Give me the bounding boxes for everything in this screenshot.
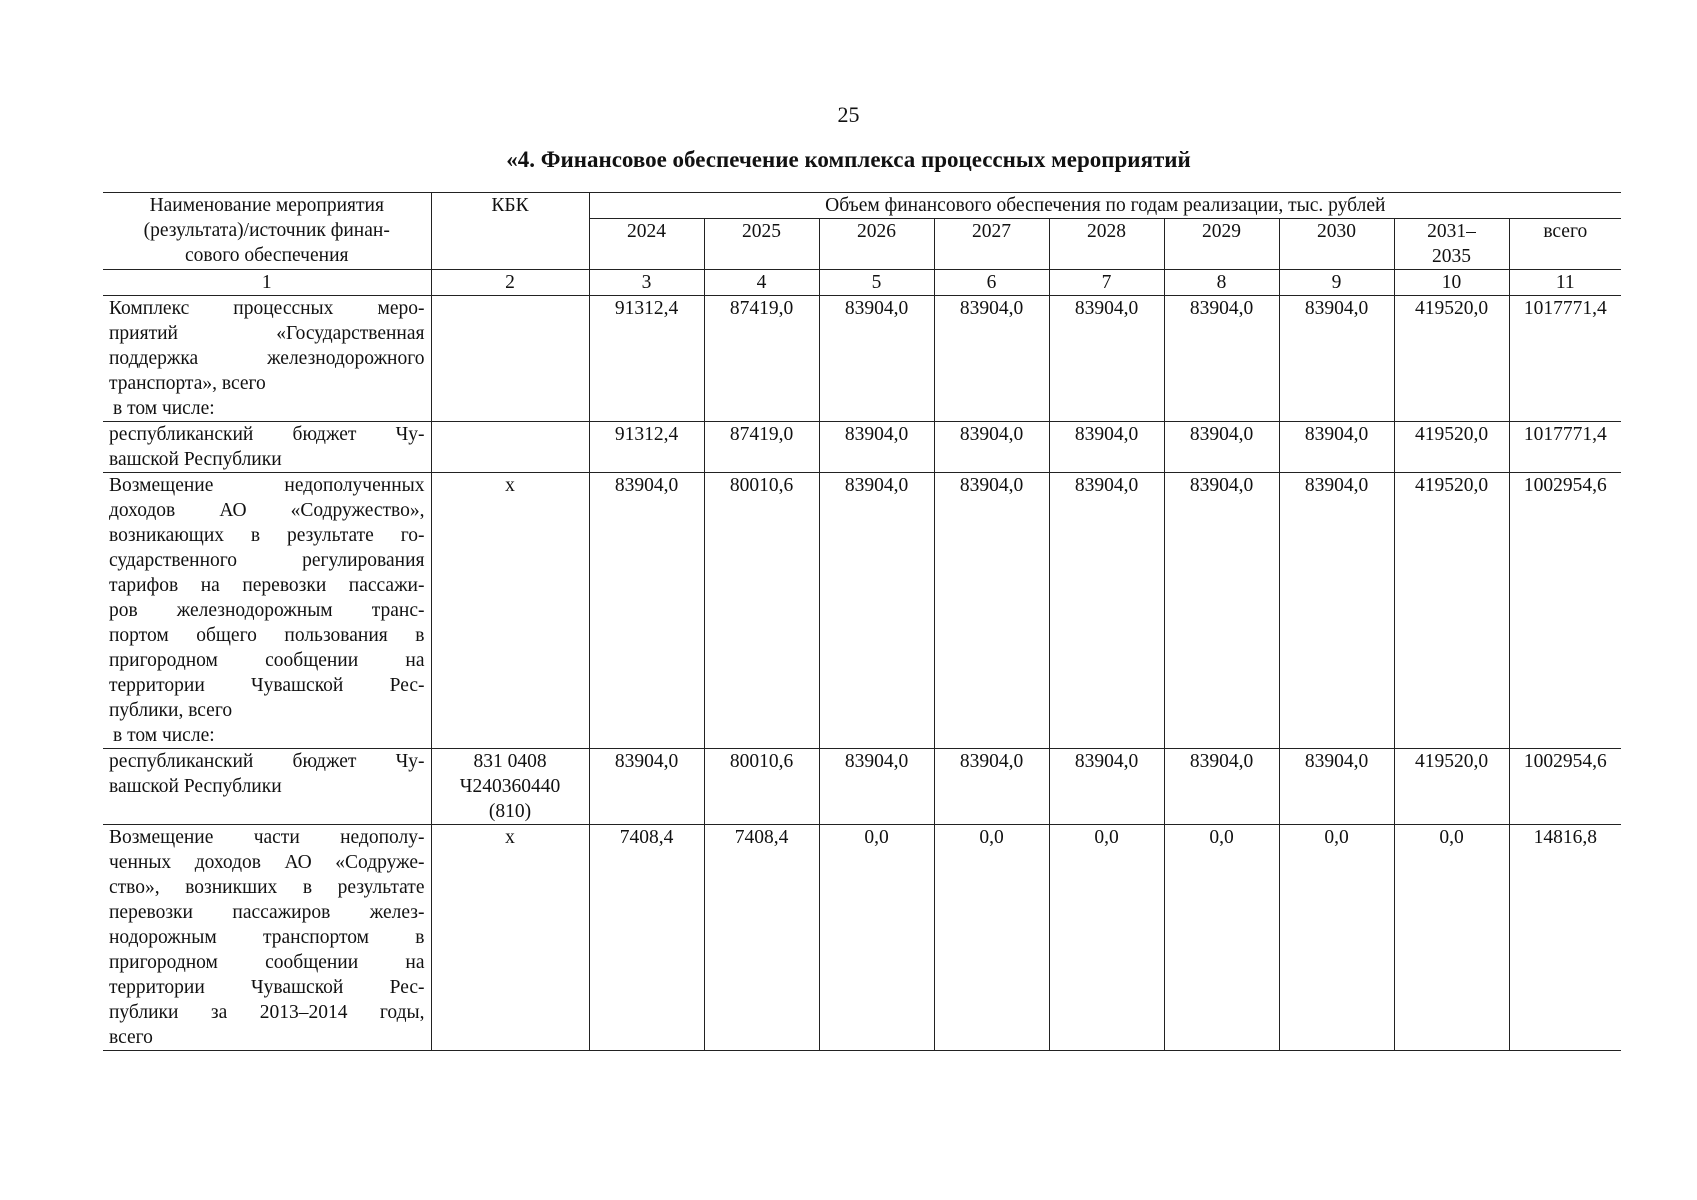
header-year: 2030: [1279, 219, 1394, 270]
column-number: 10: [1394, 270, 1509, 296]
row-value-cell: 83904,0: [1279, 473, 1394, 749]
row-value-cell: 83904,0: [589, 473, 704, 749]
row-name-line: вашской Республики: [109, 449, 282, 470]
table-body: [103, 296, 1621, 1051]
column-number: 9: [1279, 270, 1394, 296]
header-year-range: [1394, 219, 1509, 270]
column-number: 2: [431, 270, 589, 296]
row-name-line: тарифов на перевозки пассажи-: [109, 575, 425, 596]
row-value-cell: 83904,0: [934, 473, 1049, 749]
header-year-range-start: 2031–: [1427, 221, 1476, 242]
row-value-cell: 83904,0: [1164, 473, 1279, 749]
row-kbk-line: х: [505, 827, 515, 848]
row-total-cell: 1017771,4: [1509, 296, 1621, 422]
header-name-line: (результата)/источник финан-: [143, 220, 390, 241]
row-name-line: доходов АО «Содружество»,: [109, 500, 425, 521]
row-value-cell: 0,0: [819, 825, 934, 1051]
table-row: [103, 473, 1621, 749]
row-name-line: ров железнодорожным транс-: [109, 600, 425, 621]
row-value-cell: 0,0: [1049, 825, 1164, 1051]
header-total: всего: [1509, 219, 1621, 270]
row-total-cell: 1002954,6: [1509, 473, 1621, 749]
row-name-line: ство», возникших в результате: [109, 877, 425, 898]
row-value-cell: 0,0: [1394, 825, 1509, 1051]
row-name-line: публики, всего: [109, 700, 233, 721]
row-value-cell: 83904,0: [1279, 749, 1394, 825]
row-value-cell: 83904,0: [1049, 749, 1164, 825]
row-value-cell: 83904,0: [1164, 749, 1279, 825]
row-kbk-line: 831 0408: [473, 751, 547, 772]
column-number: 8: [1164, 270, 1279, 296]
row-name-line: территории Чувашской Рес-: [109, 675, 425, 696]
row-name-line: сударственного регулирования: [109, 550, 425, 571]
row-value-cell: 83904,0: [934, 749, 1049, 825]
row-name-line: Возмещение части недополу-: [109, 827, 425, 848]
header-year: 2026: [819, 219, 934, 270]
row-value-cell: 419520,0: [1394, 422, 1509, 473]
row-value-cell: 83904,0: [1279, 422, 1394, 473]
row-value-cell: 80010,6: [704, 473, 819, 749]
page-title: «4. Финансовое обеспечение комплекса процессных мероприятий: [506, 147, 1191, 172]
row-value-cell: 0,0: [934, 825, 1049, 1051]
row-name-line: публики за 2013–2014 годы,: [109, 1002, 425, 1023]
header-year: 2025: [704, 219, 819, 270]
row-value-cell: 87419,0: [704, 296, 819, 422]
table-row: [103, 749, 1621, 825]
row-value-cell: 91312,4: [589, 296, 704, 422]
row-value-cell: 419520,0: [1394, 473, 1509, 749]
row-value-cell: 7408,4: [589, 825, 704, 1051]
row-name-line: транспорта», всего: [109, 373, 266, 394]
row-name-line: приятий «Государственная: [109, 323, 425, 344]
column-number: 5: [819, 270, 934, 296]
row-value-cell: 83904,0: [1164, 296, 1279, 422]
row-value-cell: 87419,0: [704, 422, 819, 473]
row-name-line: пригородном сообщении на: [109, 650, 425, 671]
row-kbk-line: х: [505, 475, 515, 496]
row-total-cell: 14816,8: [1509, 825, 1621, 1051]
row-total-cell: 1017771,4: [1509, 422, 1621, 473]
row-value-cell: 0,0: [1164, 825, 1279, 1051]
header-year-range-end: 2035: [1432, 246, 1471, 267]
column-number: 11: [1509, 270, 1621, 296]
row-sub-label: в том числе:: [113, 725, 215, 746]
page-number: 25: [837, 102, 860, 127]
row-kbk-cell: [431, 422, 589, 473]
row-kbk-cell: [431, 825, 589, 1051]
row-name-line: всего: [109, 1027, 153, 1048]
row-name-cell: [103, 825, 431, 1051]
row-value-cell: 419520,0: [1394, 296, 1509, 422]
row-value-cell: 83904,0: [934, 422, 1049, 473]
row-sub-label: в том числе:: [113, 398, 215, 419]
row-name-line: вашской Республики: [109, 776, 282, 797]
row-name-line: Комплекс процессных меро-: [109, 298, 425, 319]
row-value-cell: 419520,0: [1394, 749, 1509, 825]
column-numbers-row: [103, 270, 1621, 296]
row-value-cell: 83904,0: [1164, 422, 1279, 473]
row-value-cell: 83904,0: [819, 473, 934, 749]
row-total-cell: 1002954,6: [1509, 749, 1621, 825]
row-name-cell: [103, 749, 431, 825]
row-name-line: ченных доходов АО «Содруже-: [109, 852, 425, 873]
row-name-line: нодорожным транспортом в: [109, 927, 425, 948]
table-row: [103, 296, 1621, 422]
row-name-cell: [103, 296, 431, 422]
row-kbk-cell: [431, 749, 589, 825]
row-name-line: портом общего пользования в: [109, 625, 425, 646]
header-year: 2028: [1049, 219, 1164, 270]
column-number: 7: [1049, 270, 1164, 296]
row-value-cell: 83904,0: [1049, 473, 1164, 749]
header-name-col: [103, 193, 431, 270]
row-value-cell: 83904,0: [1049, 296, 1164, 422]
table-row: [103, 825, 1621, 1051]
header-year: 2027: [934, 219, 1049, 270]
row-value-cell: 91312,4: [589, 422, 704, 473]
row-name-line: республиканский бюджет Чу-: [109, 751, 425, 772]
row-name-line: возникающих в результате го-: [109, 525, 425, 546]
column-number: 3: [589, 270, 704, 296]
row-kbk-cell: [431, 296, 589, 422]
row-value-cell: 0,0: [1279, 825, 1394, 1051]
row-name-line: пригородном сообщении на: [109, 952, 425, 973]
table-row: [103, 422, 1621, 473]
row-name-line: территории Чувашской Рес-: [109, 977, 425, 998]
row-name-cell: [103, 422, 431, 473]
row-name-line: поддержка железнодорожного: [109, 348, 425, 369]
row-value-cell: 83904,0: [819, 422, 934, 473]
header-name-line: Наименование мероприятия: [149, 195, 384, 216]
header-year: 2029: [1164, 219, 1279, 270]
header-row-1: [103, 193, 1621, 219]
financing-table: [103, 192, 1621, 1051]
header-volume-col: Объем финансового обеспечения по годам реализации, тыс. рублей: [589, 193, 1621, 219]
row-name-line: Возмещение недополученных: [109, 475, 425, 496]
header-name-line: сового обеспечения: [185, 245, 349, 266]
row-name-line: республиканский бюджет Чу-: [109, 424, 425, 445]
row-kbk-line: (810): [488, 801, 532, 822]
row-value-cell: 83904,0: [934, 296, 1049, 422]
row-name-cell: [103, 473, 431, 749]
row-kbk-line: Ч240360440: [459, 776, 561, 797]
column-number: 6: [934, 270, 1049, 296]
row-value-cell: 83904,0: [819, 749, 934, 825]
row-value-cell: 7408,4: [704, 825, 819, 1051]
row-name-line: перевозки пассажиров желез-: [109, 902, 425, 923]
row-value-cell: 83904,0: [1049, 422, 1164, 473]
row-value-cell: 83904,0: [819, 296, 934, 422]
row-value-cell: 83904,0: [1279, 296, 1394, 422]
row-value-cell: 80010,6: [704, 749, 819, 825]
row-value-cell: 83904,0: [589, 749, 704, 825]
header-kbk-col: КБК: [431, 193, 589, 270]
row-kbk-cell: [431, 473, 589, 749]
column-number: 4: [704, 270, 819, 296]
column-number: 1: [103, 270, 431, 296]
header-year: 2024: [589, 219, 704, 270]
